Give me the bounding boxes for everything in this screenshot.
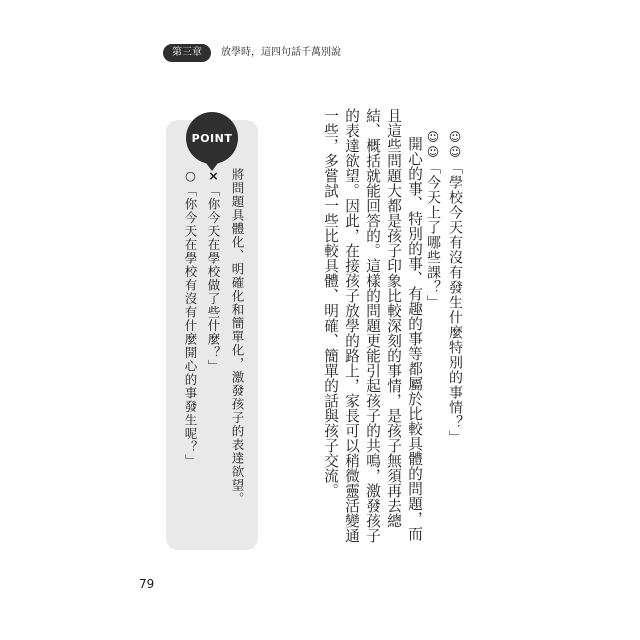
question-wrong-text: 「學校今天有沒有發生什麼特別的事情？」 — [447, 160, 463, 445]
point-badge: POINT — [186, 112, 238, 164]
point-summary: 將問題具體化、明確化和簡單化，激發孩子的表達欲望。 — [230, 168, 245, 506]
smiley-face-icon: ☺☺ — [448, 130, 462, 160]
body-paragraph — [297, 108, 425, 548]
question-wrong — [445, 130, 465, 445]
chapter-header — [163, 44, 341, 62]
point-right-text: 「你今天在學校有沒有什麼開心的事發生呢？」 — [183, 184, 198, 468]
page-number: 79 — [139, 577, 155, 591]
chapter-title: 放學時，這四句話千萬別說 — [221, 47, 341, 58]
question-right — [423, 130, 443, 430]
smiley-face-icon: ☺☺ — [426, 130, 440, 160]
circle-mark-icon: ○ — [183, 168, 198, 184]
chapter-badge: 第三章 — [163, 44, 211, 62]
body-paragraph-text: 開心的事、特別的事、有趣的事等都屬於比較具體的問題，而且這些問題大都是孩子印象比較深刻的事情，是孩子無須再去總結、概括就能回答的。這樣的問題更能引起孩子的共鳴，激發孩子的表達欲望。因此，在接孩子放學的路上，家長可以稍微靈活變通一些，多嘗試一些比較具體、明確、簡單的話與孩子交流。 — [322, 108, 423, 543]
cross-mark-icon: × — [206, 168, 221, 184]
question-right-text: 「今天上了哪些課？」 — [425, 160, 441, 310]
point-wrong-example — [204, 168, 222, 373]
point-wrong-text: 「你今天在學校做了些什麼？」 — [206, 184, 221, 373]
point-right-example — [181, 168, 199, 468]
